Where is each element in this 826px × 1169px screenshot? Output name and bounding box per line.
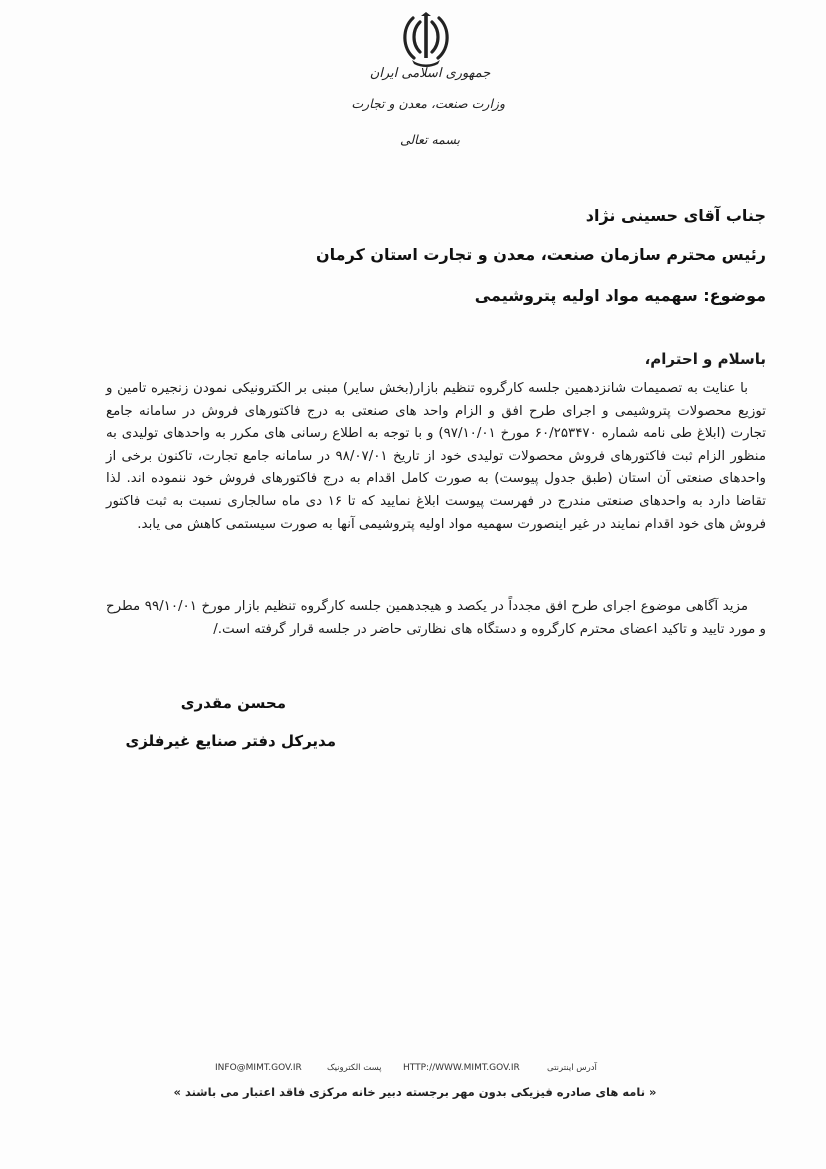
body-paragraph-1: با عنایت به تصمیمات شانزدهمین جلسه کارگروه تنظیم بازار(بخش سایر) مبنی بر الکترونیکی نمودن زنجیره تامین و توزیع محصولات پتروشیمی و اجرای طرح افق و الزام واحد های صنعتی به درج فاکتورهای فروش در سامانه جامع تجارت (ابلاغ طی نامه شماره ۶۰/۲۵۳۴۷۰ مورخ ۹۷/۱۰/۰۱) و با توجه به اطلاع رسانی های مکرر به واحدهای تولیدی به منظور الزام ثبت فاکتورهای فروش محصولات تولیدی خود از تاریخ ۹۸/۰۷/۰۱ در سامانه جامع تجارت، تاکنون برخی از واحدهای صنعتی آن استان (طبق جدول پیوست) به صورت کامل اقدام به درج فاکتورهای فروش خود ننموده اند. لذا تقاضا دارد به واحدهای صنعتی مندرج در فهرست پیوست ابلاغ نمایید که تا ۱۶ دی ماه سالجاری نسبت به ثبت فاکتور فروش های خود اقدام نمایند در غیر اینصورت سهمیه مواد اولیه پتروشیمی آنها به صورت سیستمی کاهش می یابد.: [106, 381, 766, 532]
header-basmala: بسمه تعالی: [399, 132, 461, 147]
footer-website[interactable]: HTTP://WWW.MIMT.GOV.IR: [403, 1063, 520, 1073]
footer-email-label: پست الکترونیک: [327, 1063, 382, 1073]
greeting: باسلام و احترام،: [644, 350, 766, 368]
footer-email[interactable]: INFO@MIMT.GOV.IR: [215, 1063, 302, 1073]
signer-name: محسن مقدری: [180, 694, 286, 712]
footer-contacts: [215, 1060, 615, 1078]
header-republic: جمهوری اسلامی ایران: [369, 66, 491, 81]
iran-emblem-icon: [400, 12, 452, 68]
body-paragraph-2: مزید آگاهی موضوع اجرای طرح افق مجدداً در یکصد و هیجدهمین جلسه کارگروه تنظیم بازار مورخ ۹۹/۱۰/۰۱ مطرح و مورد تایید و تاکید اعضای محترم کارگروه و دستگاه های نظارتی حاضر در جلسه قرار گرفته است./: [106, 599, 766, 637]
header-ministry: وزارت صنعت، معدن و تجارت: [351, 96, 505, 111]
footer-website-label: آدرس اینترنتی: [547, 1063, 597, 1073]
letter-subject: موضوع: سهمیه مواد اولیه پتروشیمی: [474, 286, 766, 305]
footer-validity-note: « نامه های صادره فیزیکی بدون مهر برجسته دبیر خانه مرکزی فاقد اعتبار می باشند »: [173, 1085, 657, 1099]
signer-title: مدیرکل دفتر صنایع غیرفلزی: [125, 732, 336, 750]
addressee-title: رئیس محترم سازمان صنعت، معدن و تجارت استان کرمان: [316, 245, 766, 264]
addressee-name: جناب آقای حسینی نژاد: [585, 206, 766, 225]
